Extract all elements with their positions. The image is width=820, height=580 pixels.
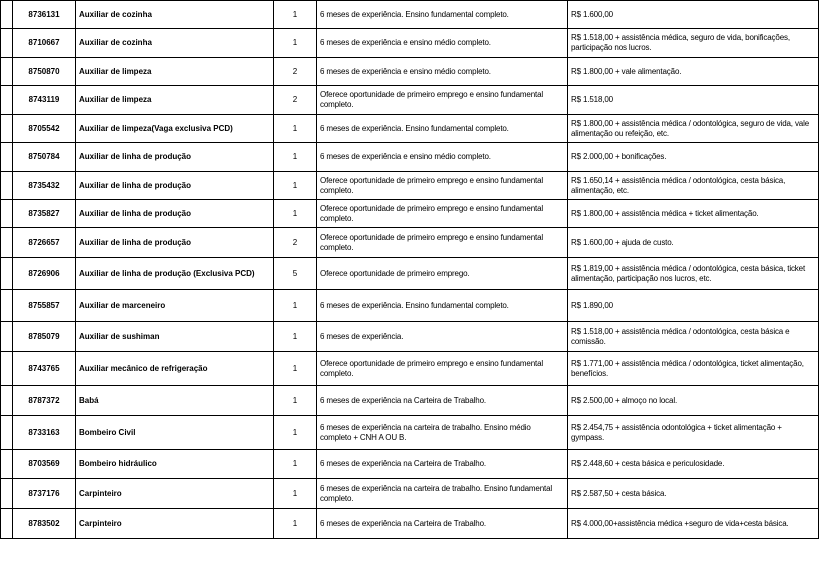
requirements: 6 meses de experiência. Ensino fundamental completo. (317, 1, 568, 29)
table-row (1, 386, 819, 416)
table-row (1, 200, 819, 228)
row-margin-cell (1, 386, 13, 416)
job-code: 8735827 (13, 200, 76, 228)
row-margin-cell (1, 352, 13, 386)
vacancy-count: 1 (274, 386, 317, 416)
job-code: 8787372 (13, 386, 76, 416)
table-row (1, 509, 819, 539)
row-margin-cell (1, 143, 13, 172)
vacancy-count: 1 (274, 1, 317, 29)
job-code: 8733163 (13, 416, 76, 450)
job-title: Bombeiro Civil (76, 416, 274, 450)
row-margin-cell (1, 29, 13, 58)
vacancy-count: 1 (274, 322, 317, 352)
vacancy-count: 2 (274, 86, 317, 115)
job-title: Carpinteiro (76, 509, 274, 539)
job-code: 8737176 (13, 479, 76, 509)
vacancy-count: 2 (274, 228, 317, 258)
job-code: 8705542 (13, 115, 76, 143)
salary-benefits: R$ 1.518,00 + assistência médica / odontológica, cesta básica e comissão. (568, 322, 819, 352)
table-row (1, 450, 819, 479)
job-title: Auxiliar de linha de produção (76, 200, 274, 228)
row-margin-cell (1, 322, 13, 352)
salary-benefits: R$ 1.650,14 + assistência médica / odontológica, cesta básica, alimentação, etc. (568, 172, 819, 200)
job-title: Auxiliar de limpeza (76, 86, 274, 115)
job-code: 8726657 (13, 228, 76, 258)
salary-benefits: R$ 1.800,00 + assistência médica + ticket alimentação. (568, 200, 819, 228)
table-row (1, 290, 819, 322)
job-title: Auxiliar de linha de produção (Exclusiva PCD) (76, 258, 274, 290)
table-row (1, 479, 819, 509)
salary-benefits: R$ 1.518,00 (568, 86, 819, 115)
job-code: 8785079 (13, 322, 76, 352)
row-margin-cell (1, 228, 13, 258)
job-code: 8743119 (13, 86, 76, 115)
table-row (1, 352, 819, 386)
salary-benefits: R$ 1.890,00 (568, 290, 819, 322)
job-code: 8743765 (13, 352, 76, 386)
table-row (1, 115, 819, 143)
job-title: Carpinteiro (76, 479, 274, 509)
job-title: Auxiliar de linha de produção (76, 143, 274, 172)
table-row (1, 258, 819, 290)
requirements: Oferece oportunidade de primeiro emprego e ensino fundamental completo. (317, 86, 568, 115)
row-margin-cell (1, 86, 13, 115)
row-margin-cell (1, 479, 13, 509)
requirements: Oferece oportunidade de primeiro emprego. (317, 258, 568, 290)
salary-benefits: R$ 2.000,00 + bonificações. (568, 143, 819, 172)
salary-benefits: R$ 1.800,00 + vale alimentação. (568, 58, 819, 86)
row-margin-cell (1, 416, 13, 450)
job-code: 8735432 (13, 172, 76, 200)
vacancy-count: 5 (274, 258, 317, 290)
job-title: Auxiliar de cozinha (76, 29, 274, 58)
vacancy-count: 1 (274, 290, 317, 322)
salary-benefits: R$ 2.448,60 + cesta básica e periculosidade. (568, 450, 819, 479)
vacancy-count: 1 (274, 509, 317, 539)
job-code: 8750870 (13, 58, 76, 86)
job-title: Auxiliar de cozinha (76, 1, 274, 29)
requirements: Oferece oportunidade de primeiro emprego e ensino fundamental completo. (317, 352, 568, 386)
salary-benefits: R$ 1.819,00 + assistência médica / odontológica, cesta básica, ticket alimentação, participação nos lucros, etc. (568, 258, 819, 290)
salary-benefits: R$ 2.500,00 + almoço no local. (568, 386, 819, 416)
salary-benefits: R$ 2.587,50 + cesta básica. (568, 479, 819, 509)
requirements: 6 meses de experiência e ensino médio completo. (317, 29, 568, 58)
table-row (1, 172, 819, 200)
job-title: Auxiliar mecânico de refrigeração (76, 352, 274, 386)
requirements: 6 meses de experiência na carteira de trabalho. Ensino fundamental completo. (317, 479, 568, 509)
requirements: 6 meses de experiência na Carteira de Trabalho. (317, 509, 568, 539)
salary-benefits: R$ 2.454,75 + assistência odontológica + ticket alimentação + gympass. (568, 416, 819, 450)
job-title: Auxiliar de linha de produção (76, 172, 274, 200)
row-margin-cell (1, 509, 13, 539)
table-row (1, 228, 819, 258)
vacancy-count: 1 (274, 416, 317, 450)
job-code: 8703569 (13, 450, 76, 479)
vacancy-count: 1 (274, 172, 317, 200)
job-title: Bombeiro hidráulico (76, 450, 274, 479)
row-margin-cell (1, 450, 13, 479)
job-code: 8783502 (13, 509, 76, 539)
vacancy-count: 1 (274, 29, 317, 58)
table-row (1, 143, 819, 172)
requirements: Oferece oportunidade de primeiro emprego e ensino fundamental completo. (317, 228, 568, 258)
table-row (1, 86, 819, 115)
job-title: Auxiliar de sushiman (76, 322, 274, 352)
table-row (1, 1, 819, 29)
job-title: Auxiliar de limpeza (76, 58, 274, 86)
vacancy-count: 1 (274, 450, 317, 479)
row-margin-cell (1, 58, 13, 86)
job-code: 8755857 (13, 290, 76, 322)
salary-benefits: R$ 1.518,00 + assistência médica, seguro de vida, bonificações, participação nos lucros. (568, 29, 819, 58)
vacancy-count: 1 (274, 352, 317, 386)
requirements: Oferece oportunidade de primeiro emprego e ensino fundamental completo. (317, 172, 568, 200)
vacancy-count: 1 (274, 115, 317, 143)
requirements: 6 meses de experiência na Carteira de Trabalho. (317, 386, 568, 416)
salary-benefits: R$ 4.000,00+assistência médica +seguro de vida+cesta básica. (568, 509, 819, 539)
salary-benefits: R$ 1.600,00 + ajuda de custo. (568, 228, 819, 258)
requirements: 6 meses de experiência na carteira de trabalho. Ensino médio completo + CNH A OU B. (317, 416, 568, 450)
row-margin-cell (1, 1, 13, 29)
requirements: 6 meses de experiência. (317, 322, 568, 352)
row-margin-cell (1, 115, 13, 143)
job-title: Babá (76, 386, 274, 416)
job-title: Auxiliar de linha de produção (76, 228, 274, 258)
salary-benefits: R$ 1.800,00 + assistência médica / odontológica, seguro de vida, vale alimentação ou refeição, etc. (568, 115, 819, 143)
row-margin-cell (1, 290, 13, 322)
row-margin-cell (1, 172, 13, 200)
salary-benefits: R$ 1.600,00 (568, 1, 819, 29)
table-row (1, 322, 819, 352)
job-code: 8726906 (13, 258, 76, 290)
vacancy-count: 1 (274, 479, 317, 509)
job-title: Auxiliar de limpeza(Vaga exclusiva PCD) (76, 115, 274, 143)
salary-benefits: R$ 1.771,00 + assistência médica / odontológica, ticket alimentação, benefícios. (568, 352, 819, 386)
requirements: 6 meses de experiência. Ensino fundamental completo. (317, 290, 568, 322)
table-row (1, 29, 819, 58)
vacancy-count: 1 (274, 200, 317, 228)
table-row (1, 58, 819, 86)
requirements: 6 meses de experiência. Ensino fundamental completo. (317, 115, 568, 143)
job-code: 8750784 (13, 143, 76, 172)
requirements: Oferece oportunidade de primeiro emprego e ensino fundamental completo. (317, 200, 568, 228)
table-row (1, 416, 819, 450)
requirements: 6 meses de experiência e ensino médio completo. (317, 58, 568, 86)
vacancy-count: 2 (274, 58, 317, 86)
job-title: Auxiliar de marceneiro (76, 290, 274, 322)
row-margin-cell (1, 200, 13, 228)
row-margin-cell (1, 258, 13, 290)
job-code: 8710667 (13, 29, 76, 58)
job-code: 8736131 (13, 1, 76, 29)
vacancy-count: 1 (274, 143, 317, 172)
requirements: 6 meses de experiência na Carteira de Trabalho. (317, 450, 568, 479)
table-body (1, 1, 819, 539)
requirements: 6 meses de experiência e ensino médio completo. (317, 143, 568, 172)
